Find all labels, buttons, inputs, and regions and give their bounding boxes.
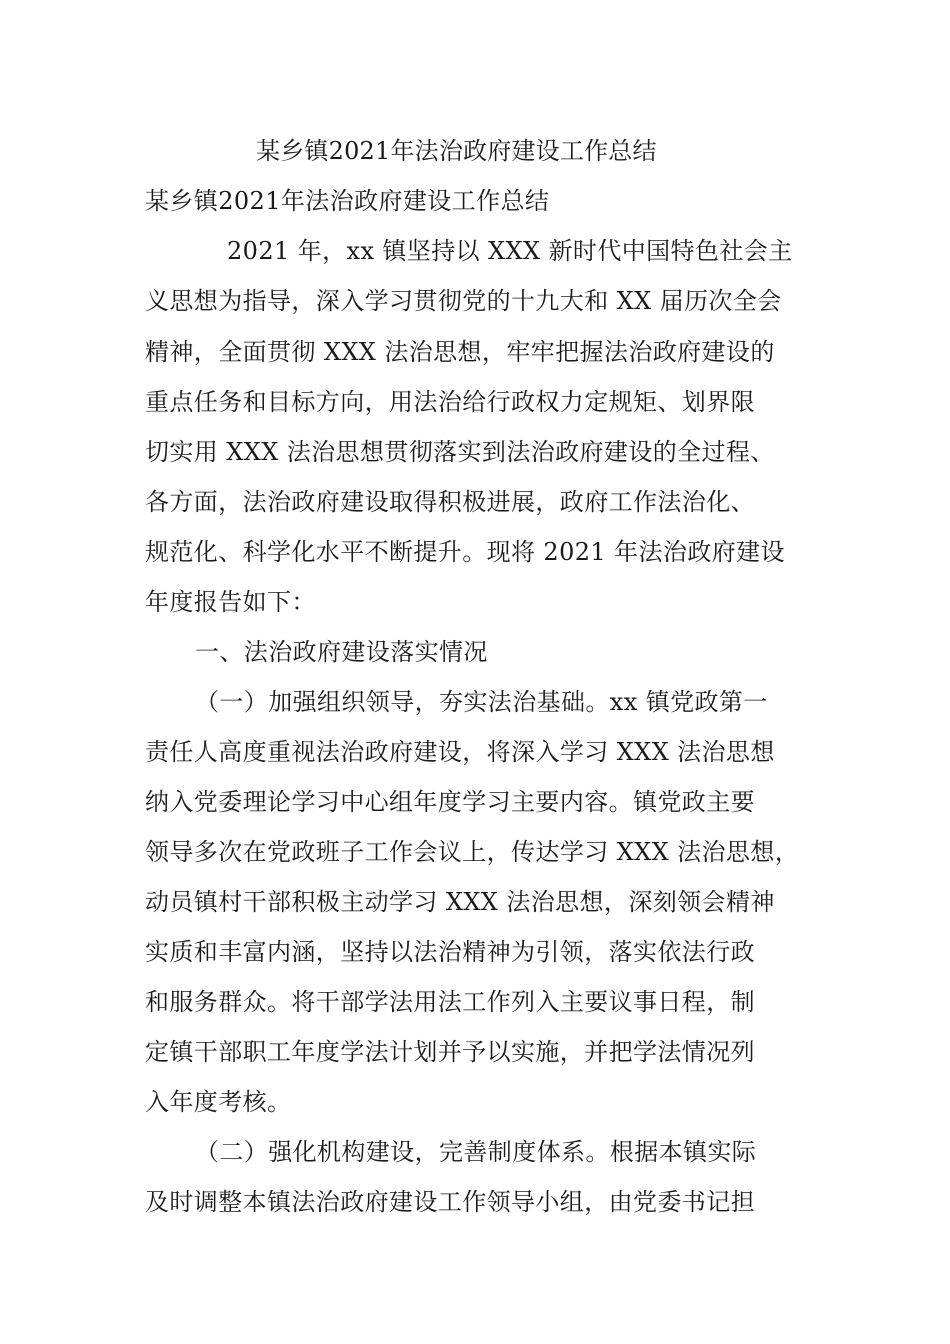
paragraph-line: 2021 年，xx 镇坚持以 XXX 新时代中国特色社会主 — [227, 237, 793, 265]
paragraph-line: 重点任务和目标方向，用法治给行政权力定规矩、划界限 — [145, 388, 755, 416]
paragraph-line: 入年度考核。 — [145, 1088, 292, 1116]
paragraph-line: 规范化、科学化水平不断提升。现将 2021 年法治政府建设 — [145, 538, 785, 566]
paragraph-line: 实质和丰富内涵，坚持以法治精神为引领，落实依法行政 — [145, 938, 755, 966]
section-heading: 一、法治政府建设落实情况 — [195, 638, 488, 666]
paragraph-line: 切实用 XXX 法治思想贯彻落实到法治政府建设的全过程、 — [145, 438, 775, 466]
paragraph-line: 责任人高度重视法治政府建设，将深入学习 XXX 法治思想 — [145, 738, 775, 766]
document-subtitle: 某乡镇2021年法治政府建设工作总结 — [145, 187, 550, 215]
paragraph-line: 和服务群众。将干部学法用法工作列入主要议事日程，制 — [145, 988, 755, 1016]
paragraph-line: 及时调整本镇法治政府建设工作领导小组，由党委书记担 — [145, 1188, 755, 1216]
paragraph-line: 动员镇村干部积极主动学习 XXX 法治思想，深刻领会精神 — [145, 888, 775, 916]
paragraph-line: （一）加强组织领导，夯实法治基础。xx 镇党政第一 — [195, 688, 768, 716]
paragraph-line: 年度报告如下： — [145, 588, 316, 616]
paragraph-line: 各方面，法治政府建设取得积极进展，政府工作法治化、 — [145, 488, 755, 516]
paragraph-line: 领导多次在党政班子工作会议上，传达学习 XXX 法治思想， — [145, 838, 800, 866]
paragraph-line: （二）强化机构建设，完善制度体系。根据本镇实际 — [195, 1138, 757, 1166]
paragraph-line: 纳入党委理论学习中心组年度学习主要内容。镇党政主要 — [145, 788, 755, 816]
paragraph-line: 精神，全面贯彻 XXX 法治思想，牢牢把握法治政府建设的 — [145, 338, 775, 366]
paragraph-line: 定镇干部职工年度学法计划并予以实施，并把学法情况列 — [145, 1038, 755, 1066]
paragraph-line: 义思想为指导，深入学习贯彻党的十九大和 XX 届历次全会 — [145, 287, 782, 315]
document-title: 某乡镇2021年法治政府建设工作总结 — [256, 137, 657, 165]
